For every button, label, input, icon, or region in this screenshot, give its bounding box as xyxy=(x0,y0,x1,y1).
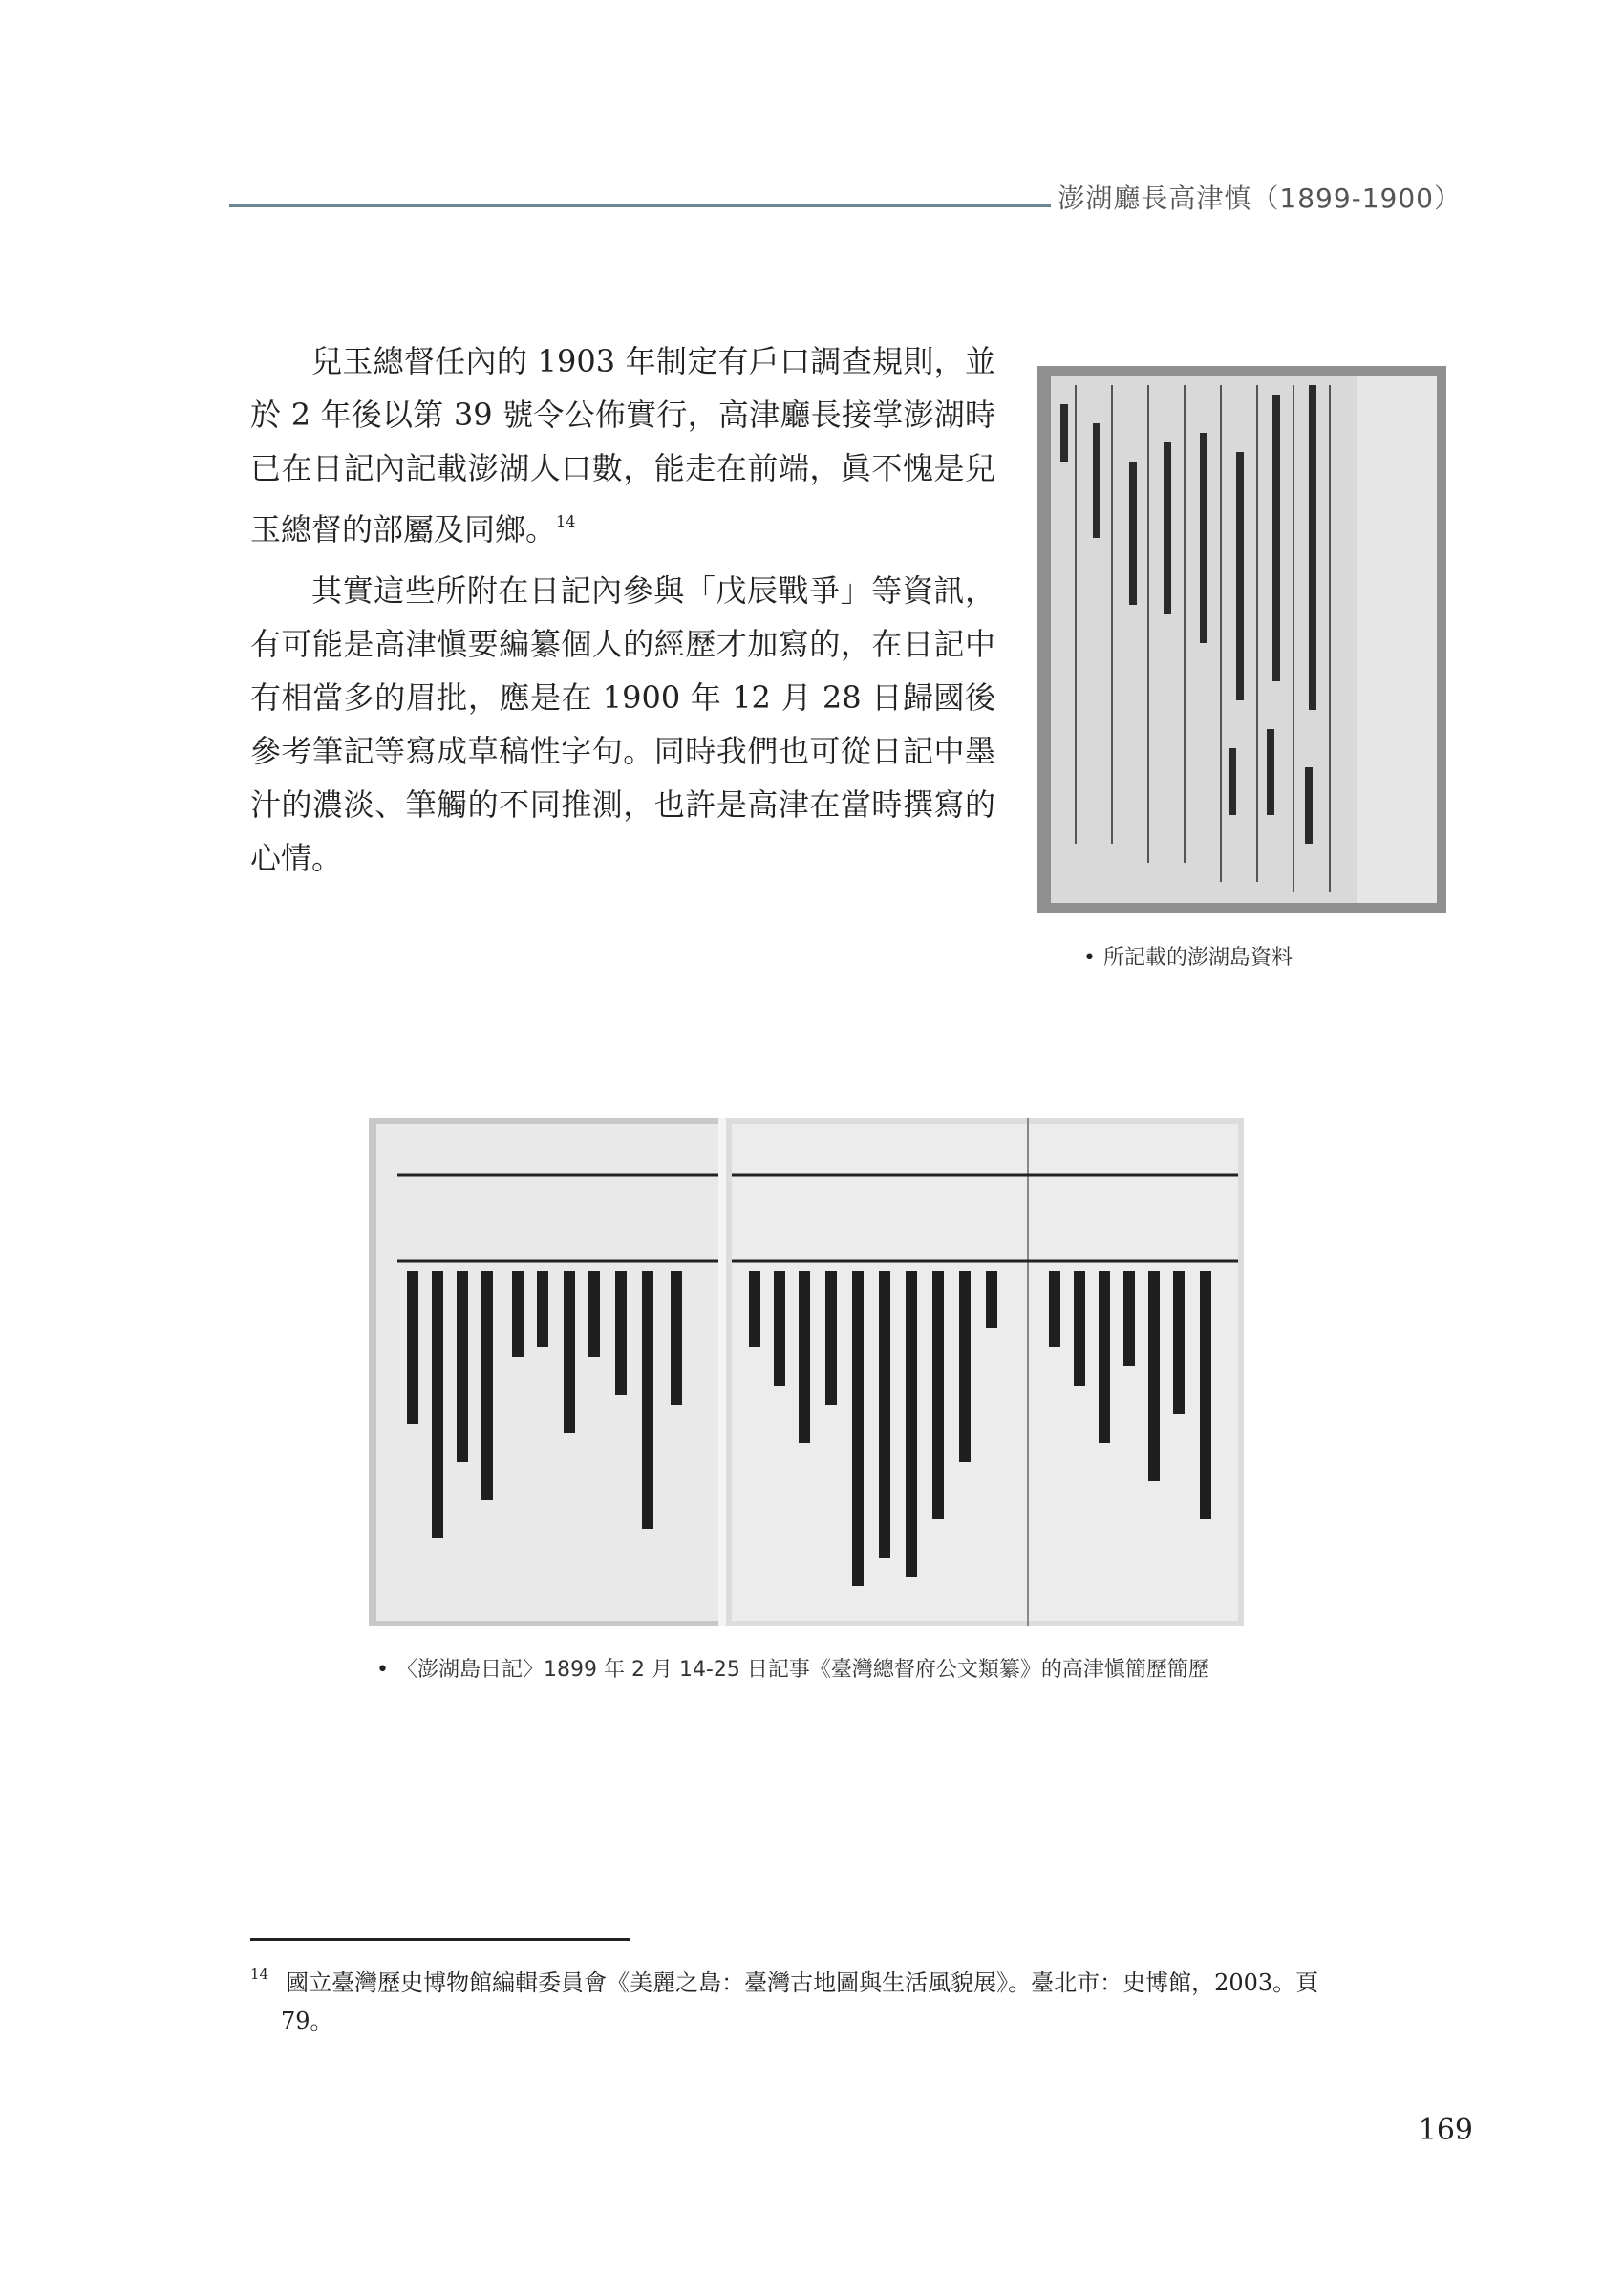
running-header-title: 澎湖廳長高津慎（1899-1900） xyxy=(1058,183,1462,214)
footnote-ref[interactable]: 14 xyxy=(556,512,576,530)
caption-bullet: • xyxy=(376,1658,389,1682)
page-number: 169 xyxy=(1418,2114,1473,2147)
figure-2-caption xyxy=(376,1653,1209,1683)
footnote-text-line-2: 79。 xyxy=(281,2008,333,2034)
figure-2-caption-text: 〈澎湖島日記〉1899 年 2 月 14-25 日記事《臺灣總督府公文類纂》的高津愼簡歷簡歷 xyxy=(395,1658,1209,1682)
manuscript-photo-penghu-data xyxy=(1037,366,1446,913)
footnote-number: 14 xyxy=(250,1966,269,1983)
paragraph-1-text: 兒玉總督任內的 1903 年制定有戶口調查規則，並於 2 年後以第 39 號令公佈實行，高津廳長接掌澎湖時已在日記內記載澎湖人口數，能走在前端，眞不愧是兒玉總督的部屬及同鄉。 xyxy=(250,343,995,548)
paragraph-1 xyxy=(250,334,995,556)
footnote-text-line-1: 國立臺灣歷史博物館編輯委員會《美麗之島：臺灣古地圖與生活風貌展》。臺北市：史博館，2003。頁 xyxy=(286,1969,1319,1996)
paragraph-2: 其實這些所附在日記內參與「戊辰戰爭」等資訊，有可能是高津愼要編纂個人的經歷才加寫的，在日記中有相當多的眉批，應是在 1900 年 12 月 28 日歸國後參考筆記等寫成草稿性字句。同時我們也可從日記中墨汁的濃淡、筆觸的不同推測，也許是高津在當時撰寫的心情。 xyxy=(250,572,995,876)
diary-spread-photo xyxy=(369,1118,1244,1626)
figure-1-caption xyxy=(1083,941,1293,971)
caption-bullet: • xyxy=(1083,946,1096,970)
footnote-rule xyxy=(250,1938,630,1941)
figure-1-caption-text: 所記載的澎湖島資料 xyxy=(1102,946,1293,970)
body-text xyxy=(250,334,995,892)
header-rule xyxy=(229,204,1051,207)
footnote xyxy=(250,1955,1464,2040)
